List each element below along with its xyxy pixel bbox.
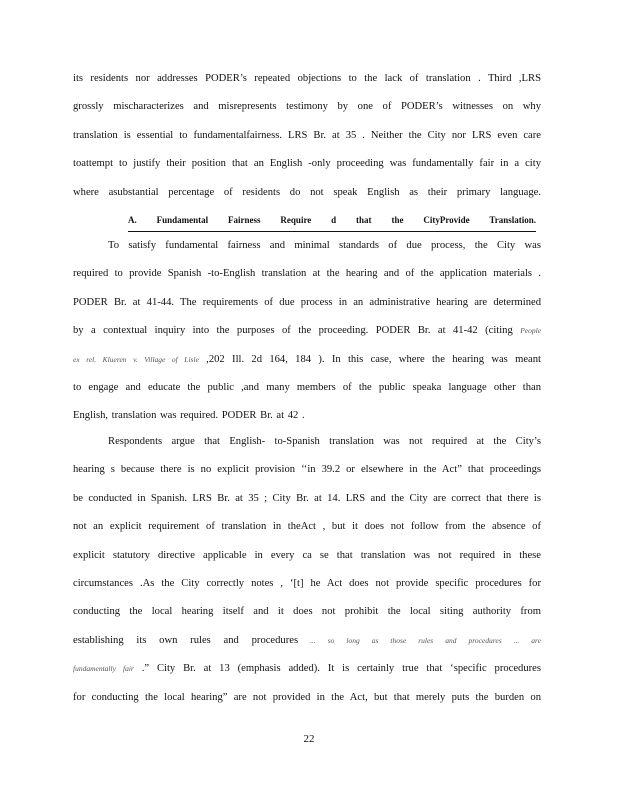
quoted-text: fundamentally fair: [73, 664, 134, 674]
body-line: conducting the local hearing itself and it does not prohibit the local siting authority from: [73, 606, 541, 618]
body-text: by a contextual inquiry into the purposes of the proceeding. PODER Br. at 41-42 (citing: [73, 325, 513, 337]
body-text: ,202 Ill. 2d 164, 184 ). In this case, where the hearing was meant: [198, 353, 541, 365]
body-line: be conducted in Spanish. LRS Br. at 35 ; City Br. at 14. LRS and the City are correct that there is: [73, 492, 541, 504]
case-citation: People: [520, 326, 541, 336]
body-line: grossly mischaracterizes and misrepresents testimony by one of PODER’s witnesses on why: [73, 101, 541, 113]
body-line: where asubstantial percentage of residents do not speak English as their primary language.: [73, 186, 541, 198]
paragraph-3: [73, 428, 541, 712]
body-text: establishing its own rules and procedures: [73, 634, 299, 646]
body-line: PODER Br. at 41-44. The requirements of due process in an administrative hearing are determined: [73, 296, 541, 308]
body-line: for conducting the local hearing” are not provided in the Act, but that merely puts the burden on: [73, 691, 541, 703]
section-heading: A. Fundamental Fairness Require d that the CityProvide Translation.: [128, 211, 536, 232]
body-line: circumstances .As the City correctly notes , ‘[t] he Act does not provide specific procedures for: [73, 577, 541, 589]
body-line: not an explicit requirement of translation in theAct , but it does not follow from the absence of: [73, 521, 541, 533]
paragraph-1: [73, 65, 541, 207]
body-line-with-citation: [73, 317, 541, 345]
page-number: 22: [303, 733, 315, 745]
case-citation: ex rel. Klueren v. Village of Lisle: [73, 354, 199, 364]
body-line-with-quote: [73, 655, 541, 683]
body-line: hearing s because there is no explicit provision ‘‘in 39.2 or elsewhere in the Act” that proceedings: [73, 464, 541, 476]
body-line: to engage and educate the public ,and many members of the public speaka language other than: [73, 381, 541, 393]
section-heading-wrap: [73, 211, 541, 231]
body-line: explicit statutory directive applicable in every ca se that translation was not required in these: [73, 549, 541, 561]
paragraph-2: [73, 232, 541, 431]
body-line: Respondents argue that English- to-Spanish translation was not required at the City’s: [108, 436, 541, 447]
body-line: translation is essential to fundamentalfairness. LRS Br. at 35 . Neither the City nor LRS even care: [73, 129, 541, 141]
body-line-with-citation: [73, 346, 541, 374]
body-line: English, translation was required. PODER Br. at 42 .: [73, 410, 305, 422]
body-line-with-quote: [73, 627, 541, 655]
body-text: .” City Br. at 13 (emphasis added). It is certainly true that ‘specific procedures: [133, 663, 541, 675]
body-line: toattempt to justify their position that an English -only proceeding was fundamentally fair in a city: [73, 158, 541, 170]
body-line: required to provide Spanish -to-English translation at the hearing and of the application materials .: [73, 268, 541, 280]
body-line: To satisfy fundamental fairness and minimal standards of due process, the City was: [108, 240, 541, 251]
quoted-text: ... so long as those rules and procedures ... are: [298, 635, 541, 645]
body-line: its residents nor addresses PODER’s repeated objections to the lack of translation . Third ,LRS: [73, 73, 541, 84]
